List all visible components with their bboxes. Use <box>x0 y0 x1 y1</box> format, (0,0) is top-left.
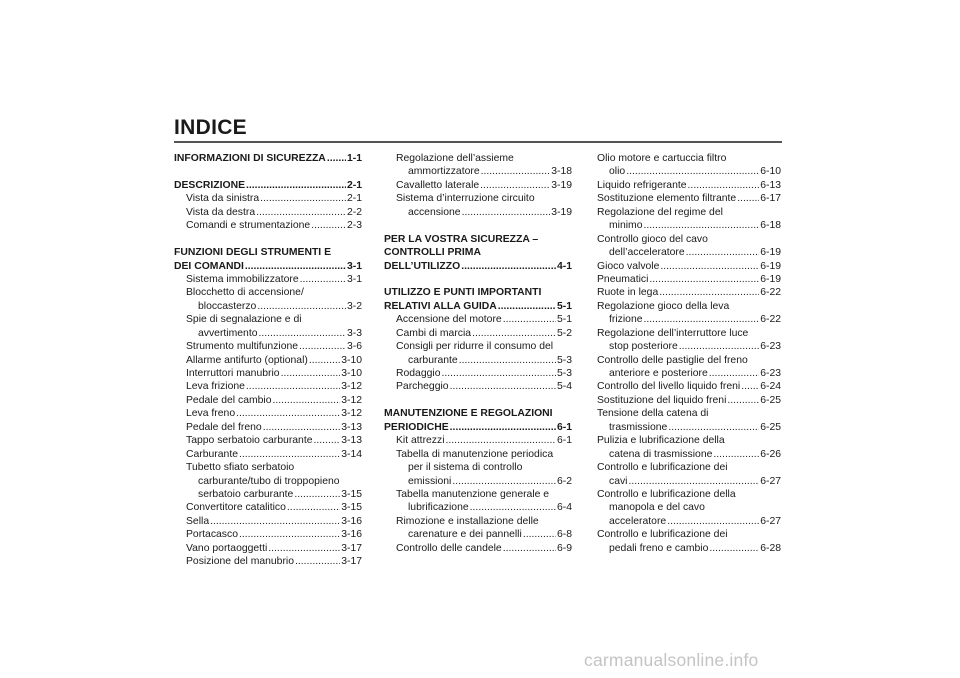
toc-page-number: 3-12 <box>341 394 362 406</box>
toc-entry <box>174 313 362 326</box>
toc-leader-dots <box>709 542 759 555</box>
toc-page-number: 5-4 <box>556 381 572 393</box>
toc-column-2 <box>384 152 572 555</box>
toc-entry[interactable] <box>174 528 362 541</box>
toc-page-number: 6-19 <box>760 247 781 259</box>
toc-entry-title: Controllo delle pastiglie del freno <box>597 354 748 366</box>
toc-leader-dots <box>459 354 556 367</box>
toc-entry-title: PER LA VOSTRA SICUREZZA – <box>384 233 539 245</box>
toc-entry-title: Controllo del livello liquido freni <box>597 381 741 393</box>
toc-entry <box>597 300 781 313</box>
toc-entry-title: MANUTENZIONE E REGOLAZIONI <box>384 408 553 420</box>
toc-entry <box>384 407 572 420</box>
toc-entry[interactable] <box>174 394 362 407</box>
toc-entry[interactable] <box>174 219 362 232</box>
toc-entry[interactable] <box>174 434 362 447</box>
toc-entry <box>384 515 572 528</box>
toc-entry[interactable] <box>174 354 362 367</box>
toc-entry-title: Controllo e lubrificazione dei <box>597 529 728 541</box>
toc-entry-title: Vista da destra <box>186 206 256 218</box>
toc-entry-title: serbatoio carburante <box>198 488 294 500</box>
toc-leader-dots <box>741 380 759 393</box>
toc-entry-title: lubrificazione <box>408 502 469 514</box>
toc-entry[interactable] <box>597 192 781 205</box>
toc-page-number: 6-9 <box>556 542 572 554</box>
toc-entry-title: DESCRIZIONE <box>174 179 246 191</box>
toc-entry-title: Liquido refrigerante <box>597 179 687 191</box>
toc-page-number: 6-22 <box>760 287 781 299</box>
toc-entry[interactable] <box>384 354 572 367</box>
toc-page-number: 4-1 <box>556 260 572 272</box>
toc-leader-dots <box>668 421 759 434</box>
toc-page-number: 3-10 <box>341 368 362 379</box>
toc-entry-title: carburante/tubo di troppopieno <box>198 475 340 487</box>
toc-leader-dots <box>450 380 556 393</box>
toc-page-number: 3-19 <box>551 206 572 218</box>
toc-entry <box>597 528 781 541</box>
toc-leader-dots <box>295 555 340 568</box>
toc-entry[interactable] <box>174 488 362 501</box>
toc-column-1 <box>174 152 362 569</box>
toc-entry-title: Pedale del cambio <box>186 394 272 406</box>
toc-entry-title: Comandi e strumentazione <box>186 220 311 232</box>
toc-entry-title: Regolazione dell’interruttore luce <box>597 327 749 339</box>
toc-leader-dots <box>628 475 759 488</box>
toc-entry <box>597 327 781 340</box>
toc-page-number: 6-24 <box>760 381 781 393</box>
toc-entry[interactable] <box>597 448 781 461</box>
toc-entry[interactable] <box>174 206 362 219</box>
toc-page-number: 3-19 <box>551 179 572 191</box>
toc-leader-dots <box>626 165 759 178</box>
toc-entry-title: Cambi di marcia <box>396 327 472 339</box>
toc-leader-dots <box>452 475 556 488</box>
toc-entry[interactable] <box>384 380 572 393</box>
toc-entry-title: avvertimento <box>198 327 258 339</box>
toc-entry[interactable] <box>597 260 781 273</box>
toc-entry-title: Vano portaoggetti <box>186 542 268 554</box>
toc-entry-title: Pedale del freno <box>186 421 262 433</box>
toc-leader-dots <box>659 286 759 299</box>
toc-entry-title: Convertitore catalitico <box>186 502 286 514</box>
toc-leader-dots <box>446 434 556 447</box>
toc-entry-title: DELL’UTILIZZO <box>384 260 461 272</box>
toc-page-number: 3-12 <box>341 381 362 393</box>
toc-leader-dots <box>299 340 346 353</box>
toc-entry[interactable] <box>597 165 781 178</box>
toc-entry-title: Tensione della catena di <box>597 408 709 420</box>
toc-leader-dots <box>287 501 340 514</box>
toc-spacer <box>384 273 572 286</box>
toc-page-number: 6-22 <box>760 314 781 326</box>
toc-page-number: 3-14 <box>341 448 362 460</box>
toc-entry-title: dell’acceleratore <box>609 247 685 259</box>
toc-entry-title: Leva freno <box>186 408 236 420</box>
toc-entry-title: Sostituzione del liquido freni <box>597 394 727 406</box>
page-title: INDICE <box>174 116 247 139</box>
toc-page-number: 5-1 <box>556 300 572 312</box>
toc-page-number: 3-3 <box>346 327 362 339</box>
toc-entry[interactable] <box>174 152 362 165</box>
toc-leader-dots <box>503 542 556 555</box>
toc-entry-title: Leva frizione <box>186 381 245 393</box>
toc-entry <box>174 286 362 299</box>
toc-entry-title: frizione <box>609 314 643 326</box>
toc-entry-title: olio <box>609 166 626 178</box>
toc-leader-dots <box>480 179 550 192</box>
toc-entry-title: acceleratore <box>609 515 667 527</box>
toc-entry[interactable] <box>597 421 781 434</box>
toc-entry[interactable] <box>174 501 362 514</box>
toc-leader-dots <box>236 407 340 420</box>
toc-entry-title: Parcheggio <box>396 381 449 393</box>
toc-entry[interactable] <box>597 475 781 488</box>
toc-entry-title: pedali freno e cambio <box>609 542 709 554</box>
toc-spacer <box>174 233 362 246</box>
toc-page-number: 3-2 <box>346 300 362 312</box>
toc-entry-title: Carburante <box>186 448 238 460</box>
toc-leader-dots <box>263 421 341 434</box>
toc-entry-title: RELATIVI ALLA GUIDA <box>384 300 497 312</box>
toc-leader-dots <box>727 394 759 407</box>
toc-page-number: 6-25 <box>760 421 781 433</box>
toc-entry <box>384 340 572 353</box>
toc-page-number: 3-16 <box>341 515 362 527</box>
toc-page-number: 6-26 <box>760 448 781 460</box>
toc-page-number: 6-4 <box>556 502 572 514</box>
toc-entry[interactable] <box>174 273 362 286</box>
toc-entry-title: catena di trasmissione <box>609 448 713 460</box>
toc-entry <box>384 488 572 501</box>
toc-leader-dots <box>442 367 556 380</box>
toc-leader-dots <box>470 501 556 514</box>
toc-entry[interactable] <box>384 501 572 514</box>
toc-entry-title: Regolazione dell’assieme <box>396 153 514 164</box>
toc-entry-title: Pneumatici <box>597 273 649 285</box>
toc-page-number: 6-25 <box>760 394 781 406</box>
toc-page-number: 3-13 <box>341 421 362 433</box>
toc-entry[interactable] <box>174 448 362 461</box>
toc-entry <box>384 233 572 246</box>
toc-entry[interactable] <box>174 421 362 434</box>
toc-leader-dots <box>461 260 556 273</box>
toc-page-number: 6-23 <box>760 368 781 379</box>
toc-page-number: 1-1 <box>346 153 362 164</box>
toc-entry-title: Interruttori manubrio <box>186 368 280 379</box>
toc-entry-title: Gioco valvole <box>597 260 660 272</box>
toc-page-number: 3-13 <box>341 435 362 447</box>
toc-leader-dots <box>498 300 556 313</box>
toc-entry-title: accensione <box>408 206 461 218</box>
toc-entry[interactable] <box>384 475 572 488</box>
toc-entry[interactable] <box>597 313 781 326</box>
toc-leader-dots <box>258 327 345 340</box>
toc-entry-title: PERIODICHE <box>384 421 449 433</box>
toc-entry-title: ammortizzatore <box>408 166 480 178</box>
toc-page-number: 3-15 <box>341 502 362 514</box>
toc-entry[interactable] <box>174 380 362 393</box>
toc-leader-dots <box>273 394 341 407</box>
toc-entry <box>597 407 781 420</box>
toc-leader-dots <box>210 515 340 528</box>
toc-leader-dots <box>239 448 340 461</box>
toc-spacer <box>384 394 572 407</box>
toc-entry-title: Kit attrezzi <box>396 435 445 447</box>
toc-entry[interactable] <box>384 260 572 273</box>
toc-entry-title: bloccasterzo <box>198 300 257 312</box>
toc-page-number: 6-18 <box>760 220 781 232</box>
toc-page-number: 2-2 <box>346 206 362 218</box>
toc-entry[interactable] <box>174 515 362 528</box>
toc-entry-title: Sistema immobilizzatore <box>186 273 299 285</box>
toc-page-number: 3-18 <box>551 166 572 178</box>
toc-page-number: 3-10 <box>341 354 362 366</box>
toc-leader-dots <box>450 421 556 434</box>
toc-entry-title: Vista da sinistra <box>186 193 260 205</box>
toc-entry-title: Blocchetto di accensione/ <box>186 287 304 299</box>
toc-entry-title: trasmissione <box>609 421 668 433</box>
toc-entry <box>597 461 781 474</box>
toc-leader-dots <box>257 300 346 313</box>
toc-leader-dots <box>314 434 341 447</box>
toc-entry-title: Tabella manutenzione generale e <box>396 488 550 500</box>
toc-entry[interactable] <box>384 179 572 192</box>
toc-entry <box>384 192 572 205</box>
toc-leader-dots <box>737 192 759 205</box>
toc-page-number: 2-3 <box>346 220 362 232</box>
toc-leader-dots <box>649 273 759 286</box>
toc-entry <box>597 233 781 246</box>
toc-leader-dots <box>256 206 346 219</box>
toc-entry <box>384 246 572 259</box>
toc-entry-title: anteriore e posteriore <box>609 368 708 379</box>
toc-leader-dots <box>688 179 760 192</box>
toc-entry[interactable] <box>384 165 572 178</box>
toc-entry-title: DEI COMANDI <box>174 260 244 272</box>
toc-entry[interactable] <box>174 367 362 380</box>
toc-entry-title: Tabella di manutenzione periodica <box>396 448 554 460</box>
toc-entry[interactable] <box>597 273 781 286</box>
toc-entry[interactable] <box>174 192 362 205</box>
toc-page-number: 6-19 <box>760 260 781 272</box>
toc-entry-title: Accensione del motore <box>396 314 502 326</box>
toc-leader-dots <box>686 246 760 259</box>
toc-entry-title: Sistema d’interruzione circuito <box>396 193 535 205</box>
toc-leader-dots <box>709 367 759 380</box>
toc-entry[interactable] <box>174 327 362 340</box>
toc-leader-dots <box>713 448 759 461</box>
toc-entry-title: Regolazione gioco della leva <box>597 300 730 312</box>
toc-spacer <box>384 219 572 232</box>
toc-entry[interactable] <box>384 367 572 380</box>
toc-entry-title: Olio motore e cartuccia filtro <box>597 153 727 164</box>
toc-entry[interactable] <box>384 434 572 447</box>
toc-page-number: 6-27 <box>760 515 781 527</box>
toc-leader-dots <box>294 488 340 501</box>
toc-entry[interactable] <box>597 219 781 232</box>
toc-entry <box>597 501 781 514</box>
toc-entry-title: Controllo gioco del cavo <box>597 233 708 245</box>
title-divider <box>174 141 782 143</box>
toc-leader-dots <box>239 528 340 541</box>
toc-page-number: 3-12 <box>341 408 362 420</box>
toc-entry[interactable] <box>597 380 781 393</box>
toc-leader-dots <box>462 206 551 219</box>
toc-leader-dots <box>327 152 346 165</box>
toc-leader-dots <box>660 260 759 273</box>
toc-entry-title: Ruote in lega <box>597 287 659 299</box>
toc-entry[interactable] <box>384 421 572 434</box>
toc-entry[interactable] <box>174 260 362 273</box>
toc-leader-dots <box>268 542 340 555</box>
toc-entry-title: carenature e dei pannelli <box>408 529 522 541</box>
toc-entry[interactable] <box>174 340 362 353</box>
toc-entry <box>384 286 572 299</box>
toc-entry <box>174 246 362 259</box>
toc-entry <box>597 488 781 501</box>
toc-leader-dots <box>644 313 760 326</box>
watermark-url: carmanualsonline.info <box>584 650 759 670</box>
toc-entry-title: Sostituzione elemento filtrante <box>597 193 737 205</box>
toc-leader-dots <box>281 367 341 380</box>
toc-entry[interactable] <box>597 246 781 259</box>
toc-leader-dots <box>667 515 759 528</box>
toc-entry-title: Rimozione e installazione delle <box>396 515 539 527</box>
toc-page-number: 3-1 <box>346 260 362 272</box>
toc-page-number: 6-1 <box>556 421 572 433</box>
toc-page-number: 6-28 <box>760 542 781 554</box>
toc-page-number: 3-15 <box>341 488 362 500</box>
toc-leader-dots <box>679 340 759 353</box>
toc-entry-title: UTILIZZO E PUNTI IMPORTANTI <box>384 287 542 299</box>
toc-leader-dots <box>260 192 346 205</box>
toc-page-number: 2-1 <box>346 193 362 205</box>
toc-entry <box>597 152 781 165</box>
toc-entry-title: Controllo e lubrificazione dei <box>597 462 728 474</box>
toc-page-number: 6-1 <box>556 435 572 447</box>
toc-entry-title: per il sistema di controllo <box>408 462 523 474</box>
toc-page-number: 2-1 <box>346 179 362 191</box>
toc-leader-dots <box>472 327 556 340</box>
toc-entry-title: Regolazione del regime del <box>597 206 723 218</box>
toc-entry[interactable] <box>597 367 781 380</box>
toc-column-3 <box>597 152 781 555</box>
toc-page-number: 6-27 <box>760 475 781 487</box>
toc-entry <box>174 461 362 474</box>
toc-entry-title: Rodaggio <box>396 368 441 379</box>
toc-leader-dots <box>309 354 340 367</box>
toc-entry-title: INFORMAZIONI DI SICUREZZA <box>174 153 326 164</box>
toc-entry <box>597 434 781 447</box>
toc-entry <box>597 206 781 219</box>
toc-entry[interactable] <box>597 179 781 192</box>
toc-entry <box>597 354 781 367</box>
toc-leader-dots <box>481 165 551 178</box>
toc-entry-title: Spie di segnalazione e di <box>186 314 302 326</box>
toc-entry-title: Sella <box>186 515 210 527</box>
toc-entry[interactable] <box>384 528 572 541</box>
toc-entry[interactable] <box>174 542 362 555</box>
toc-leader-dots <box>300 273 346 286</box>
toc-entry[interactable] <box>384 313 572 326</box>
toc-entry-title: Allarme antifurto (optional) <box>186 354 308 366</box>
toc-entry[interactable] <box>597 515 781 528</box>
toc-page-number: 6-8 <box>556 529 572 541</box>
toc-entry-title: FUNZIONI DEGLI STRUMENTI E <box>174 247 332 259</box>
toc-entry-title: Posizione del manubrio <box>186 556 295 568</box>
toc-entry-title: Tubetto sfiato serbatoio <box>186 462 295 474</box>
toc-entry-title: Cavalletto laterale <box>396 179 480 191</box>
toc-leader-dots <box>311 219 346 232</box>
toc-page-number: 6-13 <box>760 179 781 191</box>
toc-entry-title: CONTROLLI PRIMA <box>384 247 481 259</box>
toc-entry-title: Controllo delle candele <box>396 542 502 554</box>
toc-page-number: 5-1 <box>556 314 572 326</box>
toc-entry <box>384 152 572 165</box>
toc-spacer <box>174 165 362 178</box>
toc-page-number: 3-17 <box>341 542 362 554</box>
toc-entry[interactable] <box>384 300 572 313</box>
toc-entry <box>174 475 362 488</box>
toc-entry-title: carburante <box>408 354 458 366</box>
toc-page-number: 5-3 <box>556 354 572 366</box>
toc-entry[interactable] <box>174 407 362 420</box>
toc-leader-dots <box>523 528 556 541</box>
toc-entry[interactable] <box>597 286 781 299</box>
toc-entry-title: manopola e del cavo <box>609 502 705 514</box>
toc-entry[interactable] <box>174 555 362 568</box>
toc-page-number: 5-2 <box>556 327 572 339</box>
toc-page-number: 3-17 <box>341 556 362 568</box>
toc-entry-title: Tappo serbatoio carburante <box>186 435 313 447</box>
toc-leader-dots <box>644 219 760 232</box>
toc-entry[interactable] <box>597 340 781 353</box>
toc-entry[interactable] <box>597 542 781 555</box>
toc-entry[interactable] <box>174 179 362 192</box>
toc-page-number: 6-19 <box>760 273 781 285</box>
toc-entry <box>384 448 572 461</box>
toc-entry[interactable] <box>174 300 362 313</box>
toc-entry-title: Pulizia e lubrificazione della <box>597 435 725 447</box>
toc-leader-dots <box>245 260 346 273</box>
toc-entry[interactable] <box>384 327 572 340</box>
toc-page-number: 6-17 <box>760 193 781 205</box>
toc-entry-title: Portacasco <box>186 529 238 541</box>
toc-entry[interactable] <box>597 394 781 407</box>
toc-page-number: 5-3 <box>556 368 572 379</box>
toc-page-number: 6-10 <box>760 166 781 178</box>
toc-entry-title: Strumento multifunzione <box>186 341 299 353</box>
toc-entry-title: emissioni <box>408 475 452 487</box>
toc-entry-title: cavi <box>609 475 628 487</box>
toc-entry-title: stop posteriore <box>609 341 678 353</box>
toc-entry <box>384 461 572 474</box>
toc-page-number: 3-16 <box>341 529 362 541</box>
toc-page-number: 3-6 <box>346 341 362 353</box>
toc-entry[interactable] <box>384 206 572 219</box>
toc-page-number: 6-23 <box>760 341 781 353</box>
toc-page-number: 3-1 <box>346 273 362 285</box>
toc-leader-dots <box>503 313 556 326</box>
toc-page-number: 6-2 <box>556 475 572 487</box>
toc-entry-title: minimo <box>609 220 643 232</box>
toc-entry-title: Consigli per ridurre il consumo del <box>396 341 554 353</box>
toc-leader-dots <box>246 179 346 192</box>
toc-entry-title: Controllo e lubrificazione della <box>597 488 736 500</box>
toc-leader-dots <box>246 380 340 393</box>
toc-entry[interactable] <box>384 542 572 555</box>
